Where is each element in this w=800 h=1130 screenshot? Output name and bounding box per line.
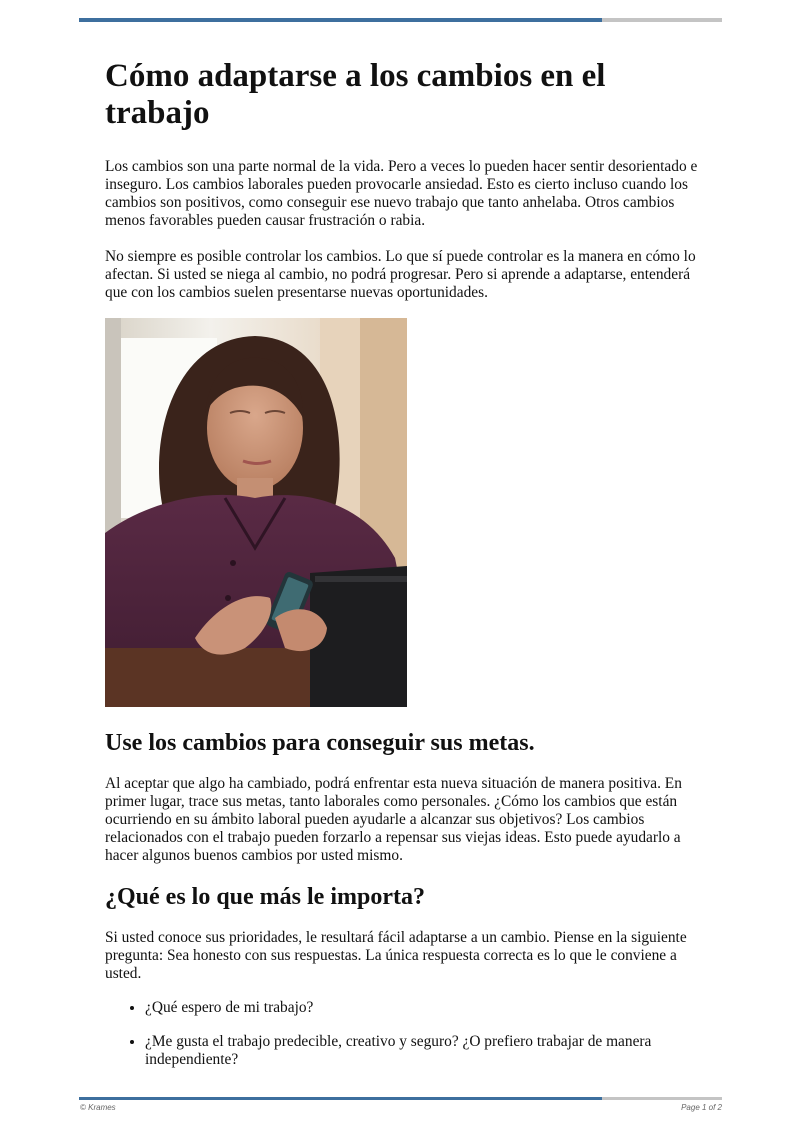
top-rule-gray: [602, 18, 722, 22]
woman-with-phone-photo: [105, 318, 407, 707]
intro-paragraph-2: No siempre es posible controlar los cambios. Lo que sí puede controlar es la manera en cómo lo afectan. Si usted se niega al cambio, no podrá progresar. Pero si aprende a adaptarse, entenderá que con los cambios suelen presentarse nuevas oportunidades.: [105, 248, 696, 301]
bottom-rule: [79, 1097, 722, 1100]
section-2-heading: ¿Qué es lo que más le importa?: [105, 884, 425, 910]
intro-paragraph-1: Los cambios son una parte normal de la vida. Pero a veces lo pueden hacer sentir desorientado e inseguro. Los cambios laborales pueden provocarle ansiedad. Esto es cierto incluso cuando los cambios son positivos, como conseguir ese nuevo trabajo que tanto anhelaba. Otros cambios menos favorables pueden causar frustración o rabia.: [105, 158, 698, 229]
bottom-rule-accent: [79, 1097, 602, 1100]
photo-illustration: [105, 318, 407, 707]
footer-page-number: Page 1 of 2: [681, 1103, 722, 1112]
document-title: Cómo adaptarse a los cambios en el trabajo: [105, 58, 606, 131]
document-content: [105, 58, 705, 1085]
bottom-rule-gray: [602, 1097, 722, 1100]
footer-copyright: © Krames: [80, 1103, 116, 1112]
section-2-paragraph: Si usted conoce sus prioridades, le resultará fácil adaptarse a un cambio. Piense en la siguiente pregunta: Sea honesto con sus respuestas. La única respuesta correcta es lo que le conviene a usted.: [105, 929, 687, 982]
list-item: • ¿Qué espero de mi trabajo?: [145, 999, 705, 1017]
top-rule-accent: [79, 18, 602, 22]
section-1-paragraph: Al aceptar que algo ha cambiado, podrá enfrentar esta nueva situación de manera positiva. En primer lugar, trace sus metas, tanto laborales como personales. ¿Cómo los cambios que están ocurriendo en su ámbito laboral pueden ayudarle a alcanzar sus objetivos? Los cambios relacionados con el trabajo pueden forzarlo a repensar sus viejas ideas. Esto puede ayudarlo a hacer algunos buenos cambios por usted mismo.: [105, 775, 682, 864]
top-rule: [79, 18, 722, 22]
list-item: • ¿Me gusta el trabajo predecible, creativo y seguro? ¿O prefiero trabajar de manera independiente?: [145, 1033, 705, 1069]
section-1-heading: Use los cambios para conseguir sus metas.: [105, 730, 535, 756]
priorities-question-list: [105, 999, 705, 1069]
